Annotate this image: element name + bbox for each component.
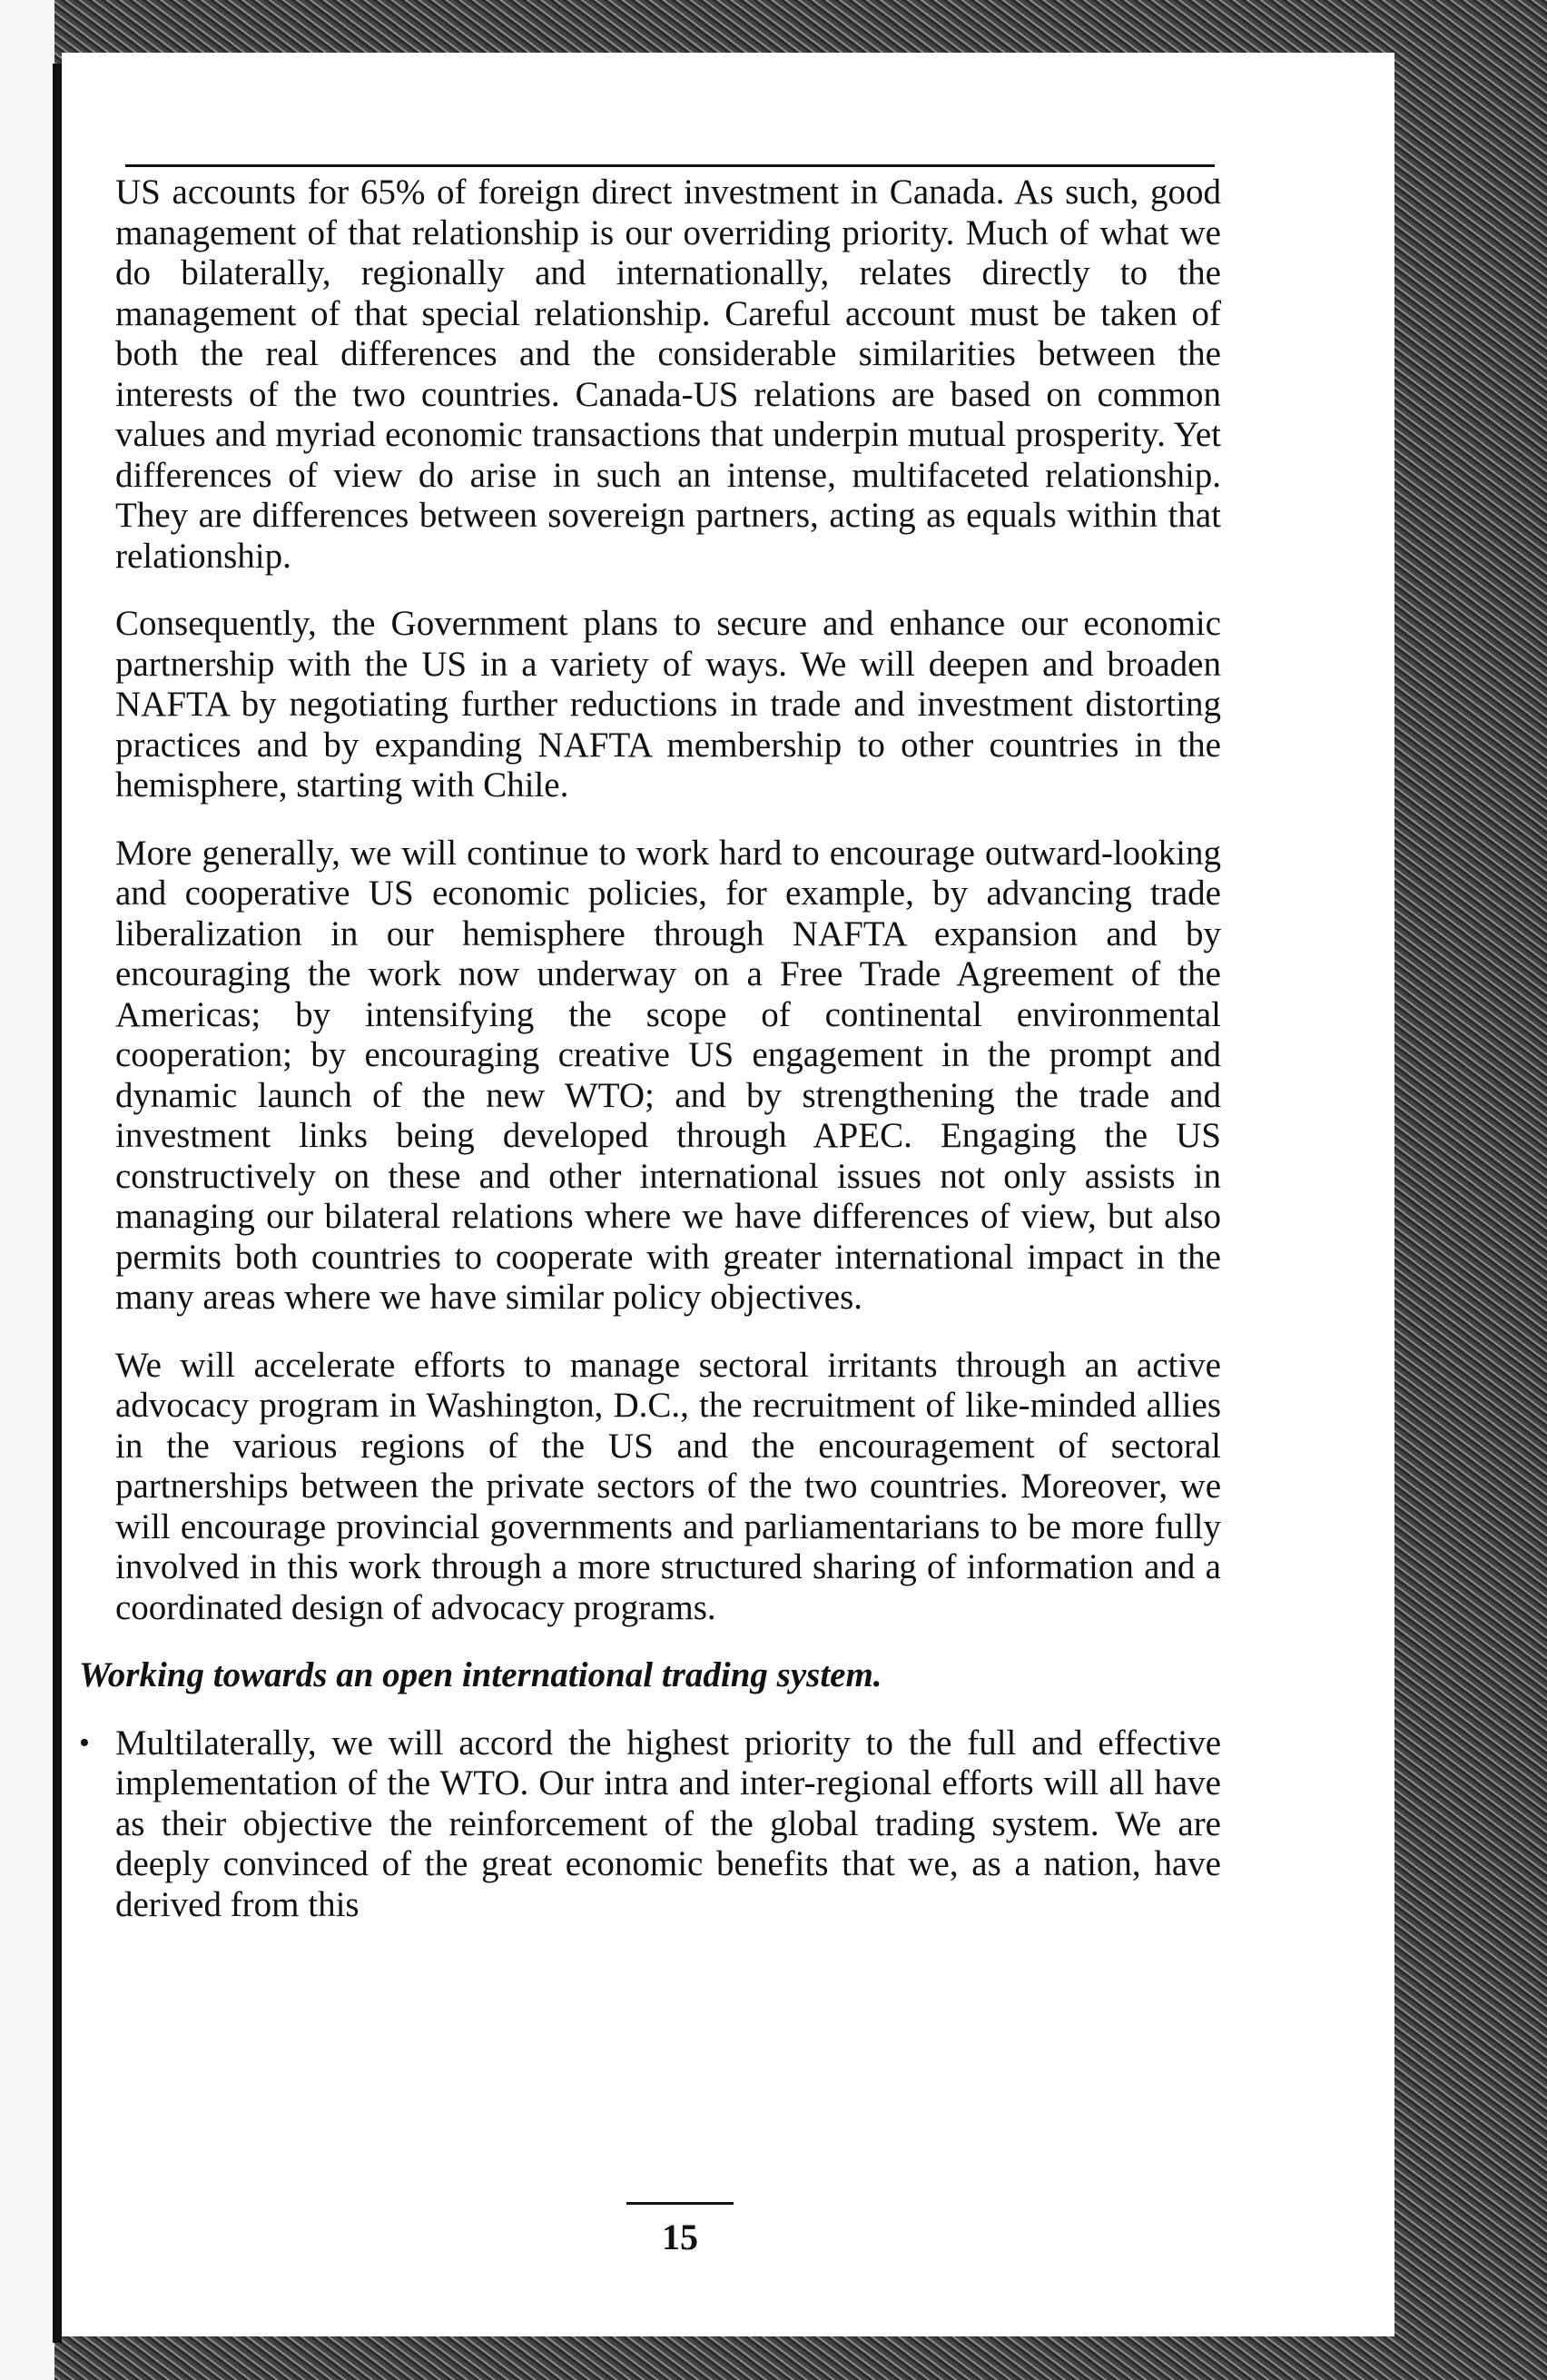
page-number: 15: [662, 2217, 698, 2257]
paragraph-4: We will accelerate efforts to manage sectoral irritants through an active advocacy program in Washington, D.C., the recruitment of like-minded allies in the various regions of the US and the encouragement of sectoral partnerships between the private sectors of the two countries. Moreover, we will encourage provincial governments and parliamentarians to be more fully involved in this work through a more structured sharing of information and a coordinated design of advocacy programs.: [115, 1345, 1221, 1627]
paragraph-3: More generally, we will continue to work hard to encourage outward-looking and cooperative US economic policies, for example, by advancing trade liberalization in our hemisphere through NAFTA expansion and by encouraging the work now underway on a Free Trade Agreement of the Americas; by intensifying the scope of continental environmental cooperation; by encouraging creative US engagement in the prompt and dynamic launch of the new WTO; and by strengthening the trade and investment links being developed through APEC. Engaging the US constructively on these and other international issues not only assists in managing our bilateral relations where we have differences of view, but also permits both countries to cooperate with greater international impact in the many areas where we have similar policy objectives.: [115, 833, 1221, 1317]
bullet-text: Multilaterally, we will accord the highest priority to the full and effective implementation of the WTO. Our intra and inter-regional efforts will all have as their objective the reinforcement of the global trading system. We are deeply convinced of the great economic benefits that we, as a nation, have derived from this: [115, 1723, 1221, 1924]
page-body: [79, 173, 1221, 1925]
footer-rule: [626, 2202, 734, 2205]
paragraph-1: US accounts for 65% of foreign direct investment in Canada. As such, good management of that relationship is our overriding priority. Much of what we do bilaterally, regionally and internationally, relates directly to the management of that special relationship. Careful account must be taken of both the real differences and the considerable similarities between the interests of the two countries. Canada-US relations are based on common values and myriad economic transactions that underpin mutual prosperity. Yet differences of view do arise in such an intense, multifaceted relationship. They are differences between sovereign partners, acting as equals within that relationship.: [115, 173, 1221, 576]
bullet-marker: •: [79, 1725, 90, 1760]
scan-left-margin: [0, 0, 54, 2380]
header-rule: [125, 164, 1215, 167]
binding-edge: [53, 64, 62, 2343]
paragraph-2: Consequently, the Government plans to secure and enhance our economic partnership with the US in a variety of ways. We will deepen and broaden NAFTA by negotiating further reductions in trade and investment distorting practices and by expanding NAFTA membership to other countries in the hemisphere, starting with Chile.: [115, 604, 1221, 805]
bullet-item: [79, 1723, 1221, 1926]
section-heading: Working towards an open international trading system.: [79, 1655, 882, 1694]
